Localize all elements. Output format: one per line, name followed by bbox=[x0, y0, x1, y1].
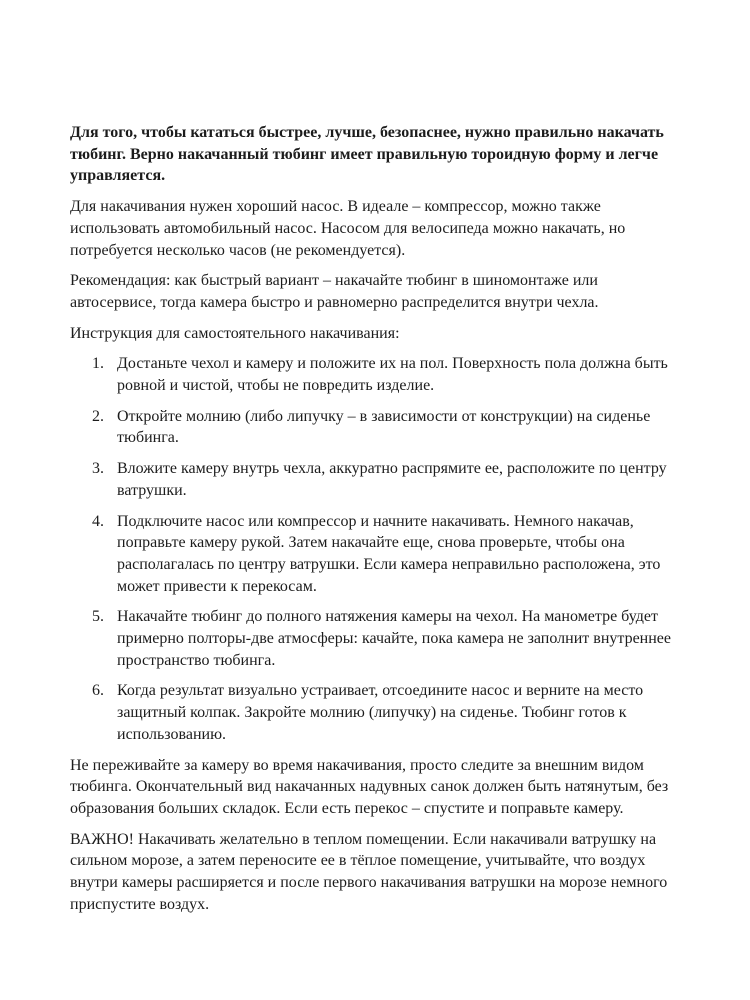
instruction-step-4 bbox=[92, 511, 686, 598]
instructions-list bbox=[70, 353, 686, 745]
step-number: 6. bbox=[92, 682, 104, 700]
important-paragraph: ВАЖНО! Накачивать желательно в теплом помещении. Если накачивали ватрушку на сильном морозе, а затем переносите ее в тёплое помещение, учитывайте, что воздух внутри камеры расширяется и после первого накачивания ватрушки на морозе немного приспустите воздух. bbox=[70, 830, 668, 913]
step-number: 5. bbox=[92, 608, 104, 626]
step-text: Накачайте тюбинг до полного натяжения камеры на чехол. На манометре будет примерно полторы-две атмосферы: качайте, пока камера не заполнит внутреннее пространство тюбинга. bbox=[117, 608, 671, 669]
instruction-step-2 bbox=[92, 406, 686, 449]
instruction-step-5 bbox=[92, 606, 686, 671]
step-text: Откройте молнию (либо липучку – в зависимости от конструкции) на сиденье тюбинга. bbox=[117, 407, 651, 447]
recommendation-paragraph: Рекомендация: как быстрый вариант – накачайте тюбинг в шиномонтаже или автосервисе, тогда камера быстро и равномерно распределится внутри чехла. bbox=[70, 272, 599, 311]
step-number: 4. bbox=[92, 512, 104, 530]
step-text: Подключите насос или компрессор и начните накачивать. Немного накачав, поправьте камеру рукой. Затем накачайте еще, снова проверьте, чтобы она располагалась по центру ватрушки. Если камера неправильно расположена, это может привести к перекосам. bbox=[117, 512, 661, 595]
instructions-heading: Инструкция для самостоятельного накачивания: bbox=[70, 324, 400, 342]
step-text: Вложите камеру внутрь чехла, аккуратно распрямите ее, расположите по центру ватрушки. bbox=[117, 460, 667, 499]
step-text: Достаньте чехол и камеру и положите их на пол. Поверхность пола должна быть ровной и чистой, чтобы не повредить изделие. bbox=[117, 355, 668, 395]
outro-paragraph: Не переживайте за камеру во время накачивания, просто следите за внешним видом тюбинга. Окончательный вид накачанных надувных санок должен быть натянутым, без образования больших складок. Если есть перекос – спустите и поправьте камеру. bbox=[70, 756, 669, 817]
instruction-step-6 bbox=[92, 680, 686, 745]
step-text: Когда результат визуально устраивает, отсоедините насос и верните на место защитный колпак. Закройте молнию (липучку) на сиденье. Тюбинг готов к использованию. bbox=[117, 682, 644, 743]
intro-paragraph: Для того, чтобы кататься быстрее, лучше, безопаснее, нужно правильно накачать тюбинг. Верно накачанный тюбинг имеет правильную тороидную форму и легче управляется. bbox=[70, 124, 664, 185]
step-number: 3. bbox=[92, 460, 104, 478]
instruction-step-3 bbox=[92, 458, 686, 501]
pump-paragraph: Для накачивания нужен хороший насос. В идеале – компрессор, можно также использовать автомобильный насос. Насосом для велосипеда можно накачать, но потребуется несколько часов (не рекомендуется). bbox=[70, 198, 626, 259]
instruction-step-1 bbox=[92, 353, 686, 396]
step-number: 2. bbox=[92, 407, 104, 425]
step-number: 1. bbox=[92, 355, 104, 373]
